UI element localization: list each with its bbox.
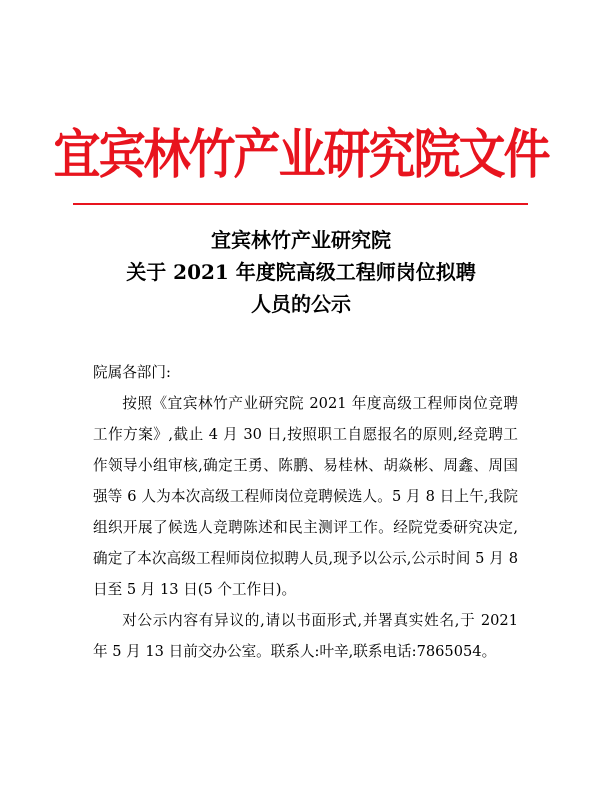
red-divider-rule xyxy=(73,203,528,205)
document-red-header: 宜宾林竹产业研究院文件 xyxy=(53,124,549,186)
title-line-org: 宜宾林竹产业研究院 xyxy=(211,228,391,252)
body-paragraph-announcement: 按照《宜宾林竹产业研究院 2021 年度高级工程师岗位竞聘工作方案》,截止 4 月 30 日,按照职工自愿报名的原则,经竞聘工作领导小组审核,确定王勇、陈鹏、易桂林、胡焱彬、周鑫、周国强等 6 人为本次高级工程师岗位竞聘候选人。5 月 8 日上午,我院组织开展了候选人竞聘陈述和民主测评工作。经院党委研究决定,确定了本次高级工程师岗位拟聘人员,现予以公示,公示时间 5 月 8 日至 5 月 13 日(5 个工作日)。 xyxy=(93,395,518,598)
title-line-suffix: 人员的公示 xyxy=(251,292,351,316)
title-line-subject: 关于 2021 年度院高级工程师岗位拟聘 xyxy=(126,260,476,284)
body-paragraph-objection-contact: 对公示内容有异议的,请以书面形式,并署真实姓名,于 2021 年 5 月 13 日前交办公室。联系人:叶辛,联系电话:7865054。 xyxy=(93,612,518,660)
salutation: 院属各部门: xyxy=(93,364,171,381)
notice-title xyxy=(0,224,602,320)
notice-body xyxy=(93,357,518,667)
